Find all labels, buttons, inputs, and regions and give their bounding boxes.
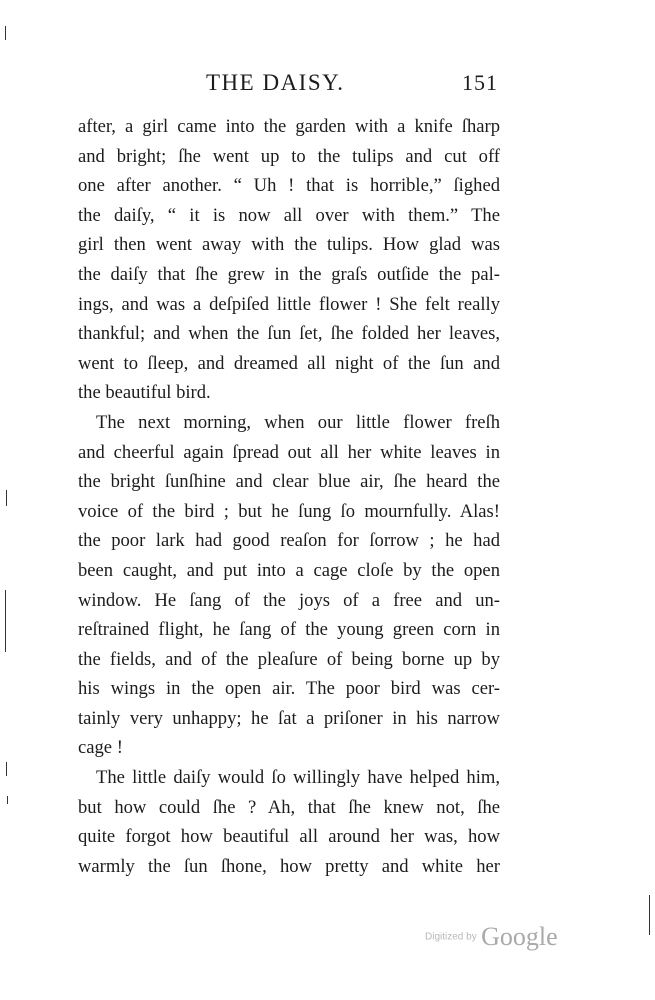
text-line: his wings in the open air. The poor bird was cer- [78,678,500,700]
text-line: the fields, and of the pleaſure of being borne up by [78,648,500,670]
text-line: ings, and was a deſpiſed little flower ! She felt really [78,293,500,315]
text-line: tainly very unhappy; he ſat a priſoner in his narrow [78,707,500,729]
google-logo: Google [481,922,558,951]
text-line: thankful; and when the ſun ſet, ſhe folded her leaves, [78,323,500,345]
text-line: one after another. “ Uh ! that is horrible,” ſighed [78,175,500,197]
text-line: The little daiſy would ſo willingly have helped him, [96,767,500,789]
text-line: The next morning, when our little flower freſh [96,411,500,433]
margin-mark [6,762,7,776]
text-line: the daiſy, “ it is now all over with them.” The [78,204,500,226]
text-line: the beautiful bird. [78,382,211,404]
text-line: and bright; ſhe went up to the tulips and cut off [78,145,500,167]
digitized-by-google-watermark [425,922,558,952]
margin-mark [7,796,8,804]
page-number: 151 [462,70,498,95]
text-line: the daiſy that ſhe grew in the graſs outſide the pal- [78,263,500,285]
margin-mark [5,590,6,652]
text-line: been caught, and put into a cage cloſe by the open [78,559,500,581]
text-line: after, a girl came into the garden with a knife ſharp [78,116,500,137]
body-text [78,112,500,881]
watermark-prefix: Digitized by [425,931,477,943]
text-line: cage ! [78,737,123,759]
text-line: and cheerful again ſpread out all her white leaves in [78,441,500,463]
margin-mark [5,26,6,40]
text-line: quite forgot how beautiful all around her was, how [78,826,500,848]
text-line: voice of the bird ; but he ſung ſo mournfully. Alas! [78,500,500,522]
text-line: warmly the ſun ſhone, how pretty and white her [78,855,500,877]
text-line: went to ſleep, and dreamed all night of the ſun and [78,352,500,374]
running-title: THE DAISY. [206,70,345,95]
margin-mark [6,490,7,506]
text-line: but how could ſhe ? Ah, that ſhe knew not, ſhe [78,796,500,818]
text-line: the poor lark had good reaſon for ſorrow ; he had [78,530,500,552]
text-line: reſtrained flight, he ſang of the young green corn in [78,619,500,641]
text-line: window. He ſang of the joys of a free and un- [78,589,500,611]
page-header [78,70,498,100]
text-line: girl then went away with the tulips. How glad was [78,234,500,256]
text-line: the bright ſunſhine and clear blue air, ſhe heard the [78,471,500,493]
margin-mark [649,895,650,935]
